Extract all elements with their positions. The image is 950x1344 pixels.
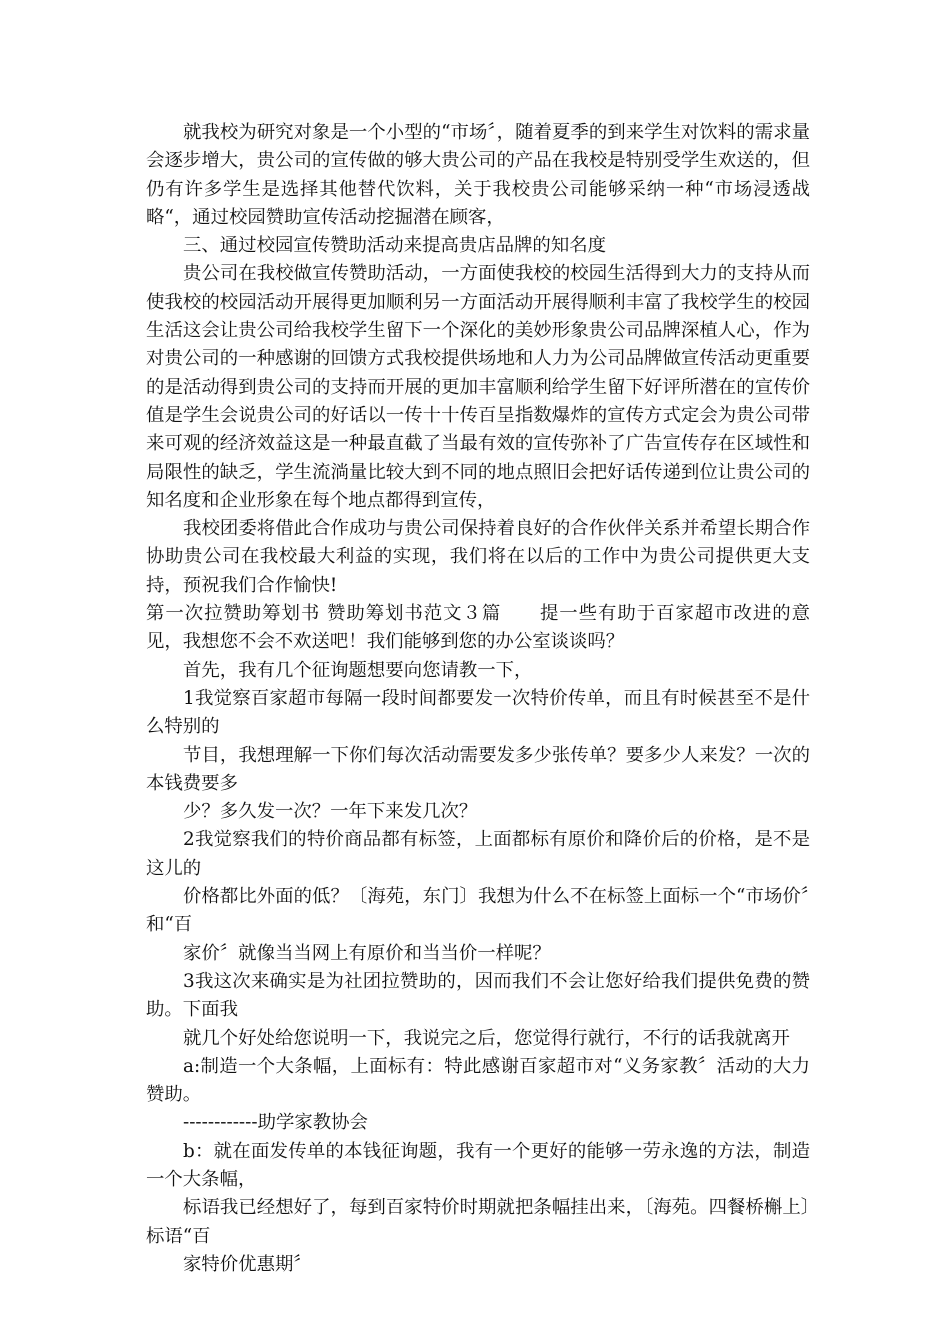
list-item: 3我这次来确实是为社团拉赞助的，因而我们不会让您好给我们提供免费的赞助。下面我 — [146, 970, 810, 1021]
signature-line: ------------助学家教协会 — [183, 1112, 368, 1134]
document-body — [146, 119, 810, 1279]
list-item: 家特价优惠期〞 — [183, 1253, 312, 1275]
list-item: 2我觉察我们的特价商品都有标签，上面都标有原价和降价后的价格，是不是这儿的 — [146, 829, 810, 879]
list-item: 标语我已经想好了，每到百家特价时期就把条幅挂出来，〔海苑。四餐桥槲上〕标语“百 — [146, 1197, 810, 1247]
list-item: 就几个好处给您说明一下，我说完之后，您觉得行就行，不行的话我就离开 — [183, 1027, 790, 1049]
paragraph-market-strategy: 就我校为研究对象是一个小型的“市场〞，随着夏季的到来学生对饮料的需求量会逐步增大，贵公司的宣传做的够大贵公司的产品在我校是特别受学生欢送的，但仍有许多学生是选择其他替代饮料，关于我校贵公司能够采纳一种“市场浸透战略“，通过校园赞助宣传活动挖掘潜在顾客， — [146, 122, 810, 228]
list-item: 节目，我想理解一下你们每次活动需要发多少张传单？要多少人来发？一次的本钱费要多 — [146, 744, 810, 794]
list-item: 少？多久发一次？一年下来发几次？ — [183, 801, 478, 823]
paragraph-sponsorship-benefits: 贵公司在我校做宣传赞助活动，一方面使我校的校园生活得到大力的支持从而使我校的校园活动开展得更加顺利另一方面活动开展得顺利丰富了我校学生的校园生活这会让贵公司给我校学生留下一个深化的美妙形象贵公司品牌深植人心，作为对贵公司的一种感谢的回馈方式我校提供场地和人力为公司品牌做宣传活动更重要的是活动得到贵公司的支持而开展的更加丰富顺利给学生留下好评所潜在的宣传价值是学生会说贵公司的好话以一传十十传百呈指数爆炸的宣传方式定会为贵公司带来可观的经济效益这是一种最直截了当最有效的宣传弥补了广告宣传存在区域性和局限性的缺乏，学生流淌量比较大到不同的地点照旧会把好话传递到位让贵公司的知名度和企业形象在每个地点都得到宣传， — [146, 263, 810, 511]
list-item: 1我觉察百家超市每隔一段时间都要发一次特价传单，而且有时候甚至不是什么特别的 — [146, 687, 810, 738]
section-heading-brand-awareness: 三、通过校园宣传赞助活动来提高贵店品牌的知名度 — [183, 235, 606, 257]
list-item: 家价〞就像当当网上有原价和当当价一样呢？ — [183, 942, 551, 964]
paragraph-questions-intro: 首先，我有几个征询题想要向您请教一下， — [183, 659, 533, 681]
paragraph-second-proposal-title: 第一次拉赞助筹划书 赞助筹划书范文３篇 提一些有助于百家超市改进的意见，我想您不会不欢送吧！我们能够到您的办公室谈谈吗？ — [146, 603, 810, 653]
list-item: 价格都比外面的低？〔海苑，东门〕我想为什么不在标签上面标一个“市场价〞和“百 — [146, 886, 810, 936]
paragraph-closing-wishes: 我校团委将借此合作成功与贵公司保持着良好的合作伙伴关系并希望长期合作协助贵公司在我校最大利益的实现，我们将在以后的工作中为贵公司提供更大支持，预祝我们合作愉快! — [146, 518, 810, 596]
list-item: b：就在面发传单的本钱征询题，我有一个更好的能够一劳永逸的方法，制造一个大条幅， — [146, 1140, 810, 1190]
list-item: a:制造一个大条幅，上面标有：特此感谢百家超市对“义务家教〞活动的大力赞助。 — [146, 1055, 810, 1106]
